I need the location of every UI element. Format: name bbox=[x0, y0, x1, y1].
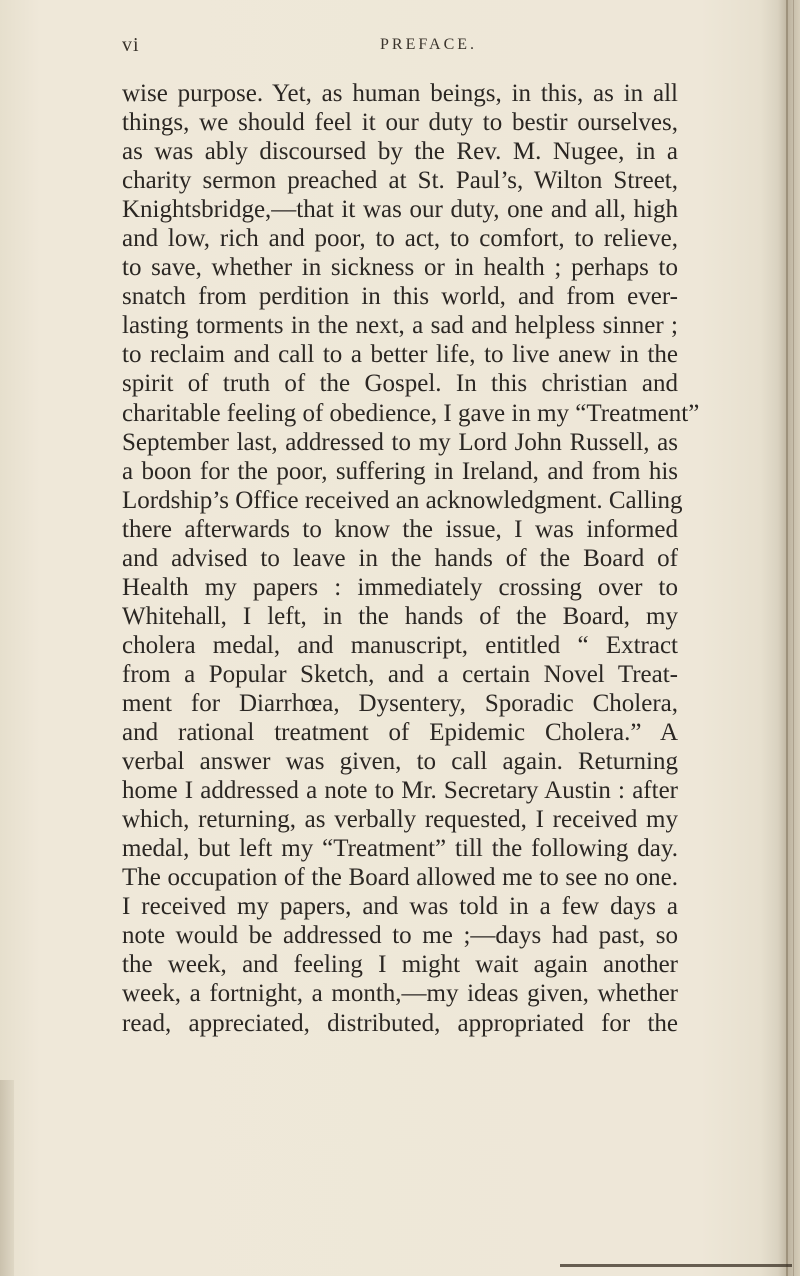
page-bottom-edge bbox=[560, 1264, 792, 1267]
page-header bbox=[122, 34, 678, 58]
text-line: September last, addressed to my Lord John Russell, as bbox=[122, 428, 678, 456]
text-line: lasting torments in the next, a sad and helpless sinner ; bbox=[122, 312, 678, 340]
text-line: Health my papers : immediately crossing over to bbox=[122, 573, 678, 601]
text-line: medal, but left my “Treatment” till the following day. bbox=[122, 835, 678, 863]
text-line: and advised to leave in the hands of the Board of bbox=[122, 544, 678, 572]
text-line: and low, rich and poor, to act, to comfort, to relieve, bbox=[122, 225, 678, 253]
text-line: snatch from perdition in this world, and from ever- bbox=[122, 283, 678, 311]
text-line: there afterwards to know the issue, I was informed bbox=[122, 515, 678, 543]
text-line: Knightsbridge,—that it was our duty, one and all, high bbox=[122, 196, 678, 224]
text-line: which, returning, as verbally requested, I received my bbox=[122, 806, 678, 834]
text-line: week, a fortnight, a month,—my ideas given, whether bbox=[122, 980, 678, 1008]
text-line: home I addressed a note to Mr. Secretary Austin : after bbox=[122, 777, 678, 805]
text-line: ment for Diarrhœa, Dysentery, Sporadic Cholera, bbox=[122, 689, 678, 717]
text-line: from a Popular Sketch, and a certain Novel Treat- bbox=[122, 660, 678, 688]
text-line: the week, and feeling I might wait again another bbox=[122, 951, 678, 979]
text-line: things, we should feel it our duty to bestir ourselves, bbox=[122, 109, 678, 137]
running-head: PREFACE. bbox=[380, 36, 478, 53]
text-line: wise purpose. Yet, as human beings, in this, as in all bbox=[122, 80, 678, 107]
text-line: Whitehall, I left, in the hands of the Board, my bbox=[122, 602, 678, 630]
text-line: a boon for the poor, suffering in Ireland, and from his bbox=[122, 457, 678, 485]
page-edge-line bbox=[786, 0, 788, 1276]
text-line: read, appreciated, distributed, appropriated for the bbox=[122, 1009, 678, 1037]
page-edge-line bbox=[793, 0, 794, 1276]
text-line: Lordship’s Office received an acknowledgment. Calling bbox=[122, 486, 683, 514]
text-line: spirit of truth of the Gospel. In this christian and bbox=[122, 370, 678, 398]
text-line: and rational treatment of Epidemic Cholera.” A bbox=[122, 719, 678, 747]
text-line: verbal answer was given, to call again. Returning bbox=[122, 748, 678, 776]
text-line: I received my papers, and was told in a few days a bbox=[122, 893, 678, 921]
page-gutter-shadow bbox=[0, 1080, 14, 1276]
text-line: to reclaim and call to a better life, to live anew in the bbox=[122, 341, 678, 369]
text-line: cholera medal, and manuscript, entitled “ Extract bbox=[122, 631, 678, 659]
text-line: to save, whether in sickness or in health ; perhaps to bbox=[122, 254, 678, 282]
page-number: vi bbox=[122, 34, 140, 56]
text-line: as was ably discoursed by the Rev. M. Nugee, in a bbox=[122, 138, 678, 166]
text-line: charity sermon preached at St. Paul’s, Wilton Street, bbox=[122, 167, 678, 195]
text-line: The occupation of the Board allowed me to see no one. bbox=[122, 864, 678, 892]
text-line: charitable feeling of obedience, I gave in my “Treatment” bbox=[122, 399, 700, 427]
text-line: note would be addressed to me ;—days had past, so bbox=[122, 922, 678, 950]
body-text bbox=[122, 79, 700, 1038]
